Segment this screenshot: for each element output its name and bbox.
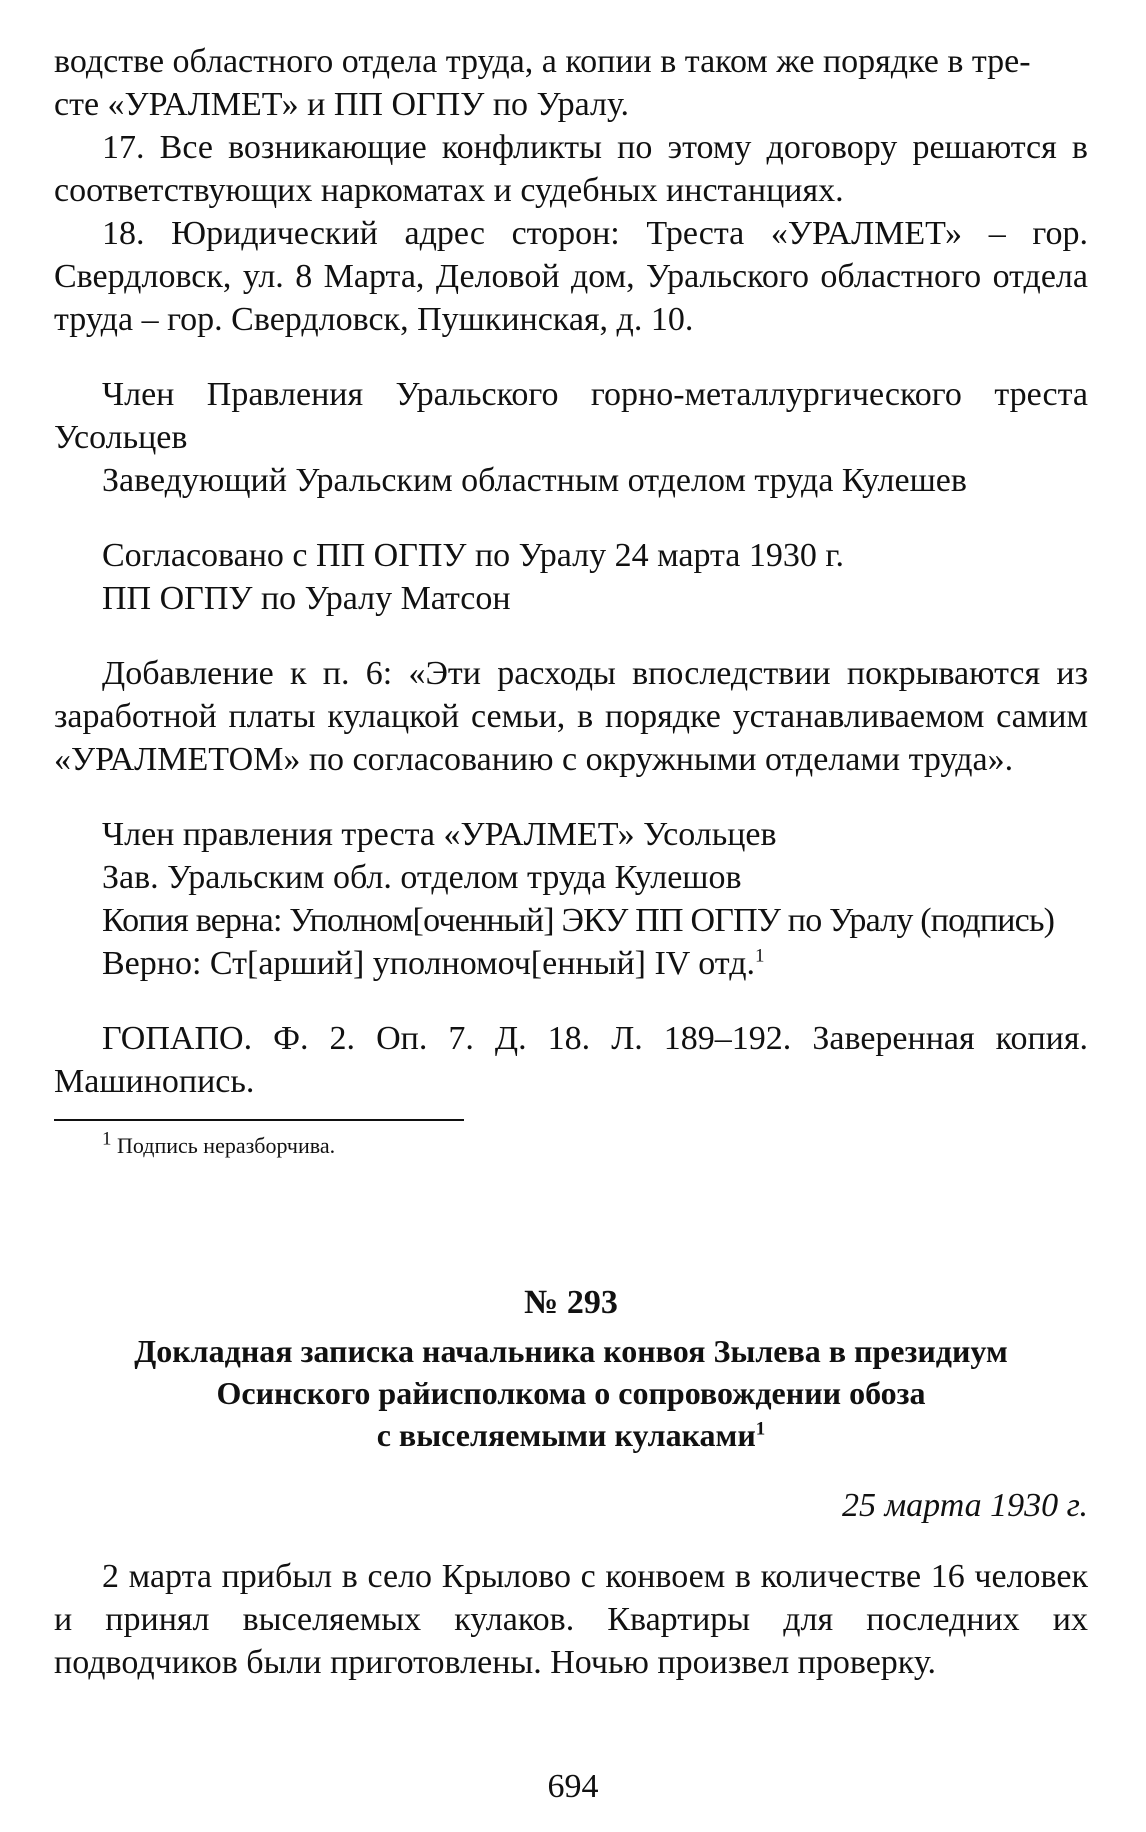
footnote-text: Подпись неразборчива.: [117, 1133, 336, 1158]
continuation-paragraph: [54, 40, 1088, 126]
document-number: № 293: [524, 1284, 618, 1321]
agreed-line: Согласовано с ПП ОГПУ по Уралу 24 марта 1930 г.: [102, 537, 845, 574]
archive-reference: ГОПАПО. Ф. 2. Оп. 7. Д. 18. Л. 189–192. Заверенная копия. Машинопись.: [54, 1020, 1088, 1100]
agreed-block: [54, 534, 1088, 620]
verified-text: Верно: Ст[арший] уполномоч[енный] IV отд.: [102, 945, 755, 982]
document-title-line-1: Докладная записка начальника конвоя Зылева в президиум: [134, 1333, 1008, 1369]
addendum-paragraph: Добавление к п. 6: «Эти расходы впоследствии покрываются из заработной платы кулацкой семьи, в порядке устанавливаемом самим «УРАЛМЕТОМ» по согласованию с окружными отделами труда».: [54, 655, 1088, 778]
continuation-line-2: сте «УРАЛМЕТ» и ПП ОГПУ по Уралу.: [54, 86, 630, 123]
footnote-ref: 1: [755, 945, 765, 967]
agreed-official: ПП ОГПУ по Уралу Матсон: [102, 580, 511, 617]
clause-17: 17. Все возникающие конфликты по этому договору решаются в соответствующих наркоматах и судебных инстанциях.: [54, 129, 1088, 209]
document-title-line-2: Осинского райисполкома о сопровождении обоза: [216, 1375, 926, 1411]
signature-dept-head: Зав. Уральским обл. отделом труда Кулешов: [102, 859, 742, 896]
clause-18: 18. Юридический адрес сторон: Треста «УРАЛМЕТ» – гор. Свердловск, ул. 8 Марта, Деловой дом, Уральского областного отдела труда – гор. Свердловск, Пушкинская, д. 10.: [54, 215, 1088, 338]
document-page: [54, 40, 1088, 1684]
footnote-mark: 1: [102, 1128, 112, 1150]
footnote-divider: [54, 1119, 464, 1121]
verified-line: [54, 942, 1088, 985]
signature-block-2: [54, 813, 1088, 985]
continuation-line-1: водстве областного отдела труда, а копии в таком же порядке в тре-: [54, 43, 1031, 80]
document-title-text: с выселяемыми кулаками: [376, 1417, 756, 1453]
signature-trust-member: Член Правления Уральского горно-металлургического треста Усольцев: [54, 376, 1088, 456]
document-date: 25 марта 1930 г.: [841, 1487, 1088, 1524]
copy-certified: Копия верна: Уполном[оченный] ЭКУ ПП ОГПУ по Уралу (подпись): [102, 902, 1055, 939]
document-title-line-3: [54, 1414, 1088, 1456]
page-number: 694: [547, 1768, 599, 1805]
signature-board-member: Член правления треста «УРАЛМЕТ» Усольцев: [102, 816, 777, 853]
document-body: 2 марта прибыл в село Крылово с конвоем в количестве 16 человек и принял выселяемых кулаков. Квартиры для последних их подводчиков были приготовлены. Ночью произвел проверку.: [54, 1558, 1088, 1681]
footnote: [102, 1128, 1088, 1161]
title-footnote-ref: 1: [755, 1418, 766, 1440]
signature-labor-head: Заведующий Уральским областным отделом труда Кулешев: [102, 462, 967, 499]
signature-block-1: [54, 373, 1088, 502]
